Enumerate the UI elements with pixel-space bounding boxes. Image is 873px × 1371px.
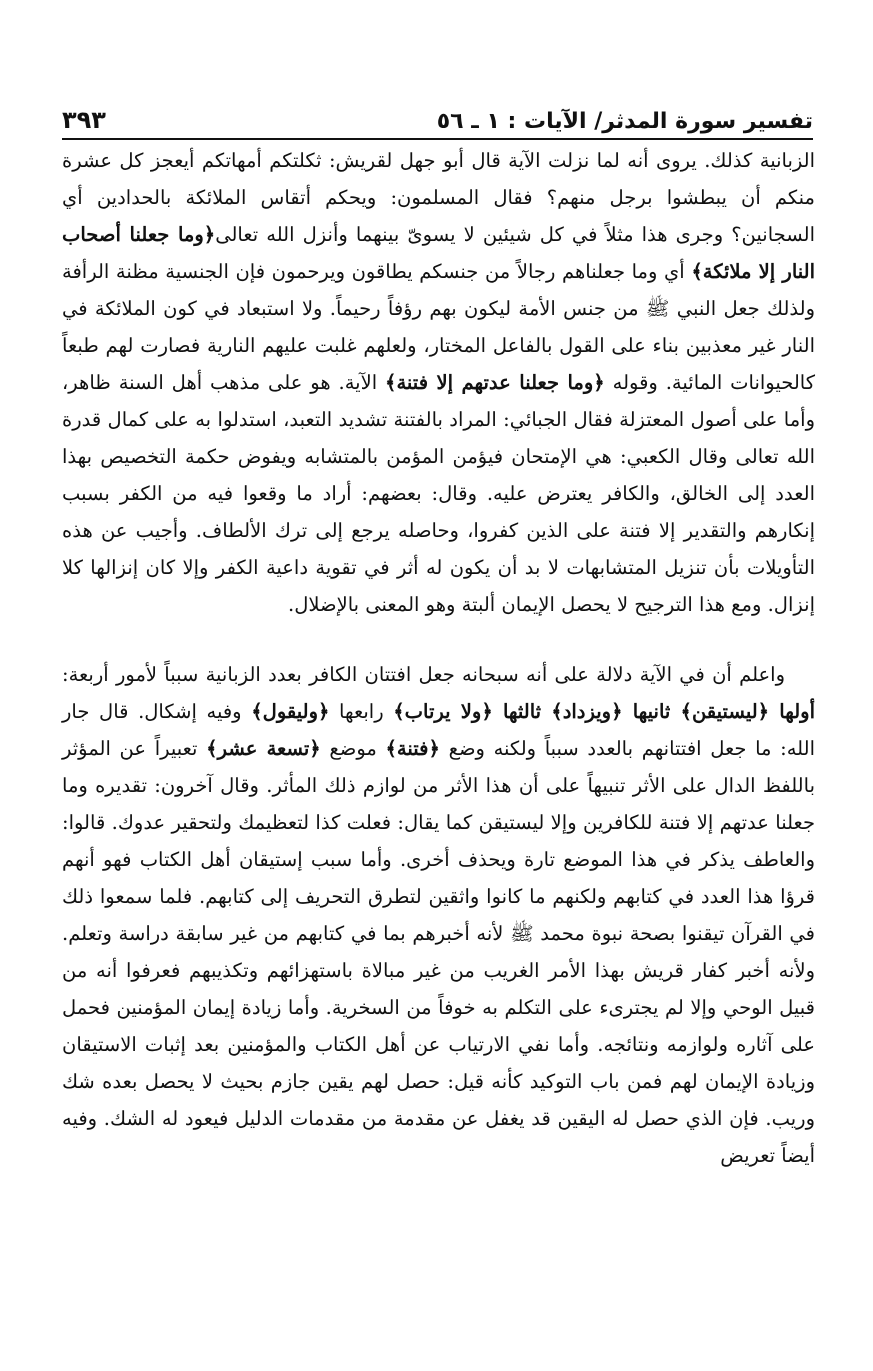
- text-segment: أي وما جعلناهم رجالاً من جنسكم يطاقون ويرحمون فإن الجنسية مظنة الرأفة ولذلك جعل النبي ﷺ من جنس الأمة ليكون بهم رؤفاً رحيماً. ولا استبعاد في كون الملائكة في النار غير معذبين بناء على القول بالفاعل المختار، ولعلهم غلبت عليهم النارية فصارت لهم طبعاً كالحيوانات المائية. وقوله: [62, 260, 816, 394]
- text-segment: الآية. هو على مذهب أهل السنة ظاهر، وأما على أصول المعتزلة فقال الجبائي: المراد بالفتنة تشديد التعبد، استدلوا به على كمال قدرة الله تعالى وقال الكعبي: هي الإمتحان فيؤمن المؤمن بالمتشابه ويفوض حكمة التخصيص بهذا العدد إلى الخالق، والكافر يعترض عليه. وقال: بعضهم: أراد ما وقعوا فيه من الكفر بسبب إنكارهم والتقدير إلا فتنة على الذين كفروا، وحاصله يرجع إلى ترك الألطاف. وأجيب عن هذه التأويلات بأن تنزيل المتشابهات لا بد أن يكون له أثر في تقوية داعية الكفر وإلا كان إنزالها كلا إنزال. ومع هذا الترجيح لا يحصل الإيمان ألبتة وهو المعنى بالإضلال.: [62, 371, 815, 616]
- page-number: ٣٩٣: [62, 106, 106, 134]
- text-segment: تعبيراً عن المؤثر باللفظ الدال على الأثر تنبيهاً على أن هذا الأثر من لوازم ذلك المأثر. وقال آخرون: تقديره وما جعلنا عدتهم إلا فتنة للكافرين وإلا ليستيقن كما يقال: فعلت كذا لتعظيمك ولتحقير عدوك. قالوا: والعاطف يذكر في هذا الموضع تارة ويحذف أخرى. وأما سبب إستيقان أهل الكتاب فهو أنهم قرؤا هذا العدد في كتابهم ولكنهم ما كانوا واثقين لتطرق التحريف إلى كتابهم. فلما سمعوا ذلك في القرآن تيقنوا بصحة نبوة محمد ﷺ لأنه أخبرهم بما في كتابهم من غير سابقة دراسة وتعلم. ولأنه أخبر كفار قريش بهذا الأمر الغريب من غير مبالاة باستهزائهم وتكذيبهم فعرفوا أنه من قبيل الوحي وإلا لم يجترىء على التكلم به خوفاً من السخرية. وأما زيادة إيمان المؤمنين فحمل على آثاره ولوازمه ونتائجه. وأما نفي الارتياب عن أهل الكتاب والمؤمنين بعد إثبات الاستيقان وزيادة الإيمان لهم فمن باب التوكيد كأنه قيل: حصل لهم يقين جازم بحيث لا يحصل بعده شك وريب. فإن الذي حصل له اليقين قد يغفل عن مقدمة من مقدمات الدليل فيعود له الشك. وفيه أيضاً تعريض: [62, 737, 815, 1167]
- body-text: [62, 142, 815, 1174]
- text-segment: رابعها: [329, 700, 394, 723]
- quran-quote: ﴿وما جعلنا أصحاب النار إلا ملائكة﴾: [62, 223, 816, 283]
- quran-quote: ﴿وما جعلنا عدتهم إلا فتنة﴾: [385, 371, 605, 394]
- text-segment: واعلم أن في الآية دلالة على أنه سبحانه جعل افتتان الكافر بعدد الزبانية سبباً لأمور أربعة:: [62, 663, 785, 686]
- running-header: [62, 88, 813, 140]
- quran-quote: أولها ﴿ليستيقن﴾ ثانيها ﴿ويزداد﴾ ثالثها ﴿ولا يرتاب﴾: [393, 700, 815, 723]
- text-segment: الزبانية كذلك. يروى أنه لما نزلت الآية قال أبو جهل لقريش: ثكلتكم أمهاتكم أيعجز كل عشرة منكم أن يبطشوا برجل منهم؟ فقال المسلمون: ويحكم أتقاس الملائكة بالحدادين أي السجانين؟ وجرى هذا مثلاً في كل شيئين لا يسوىّ بينهما وأنزل الله تعالى: [62, 149, 815, 246]
- header-title: تفسير سورة المدثر/ الآيات : ١ ـ ٥٦: [436, 109, 813, 134]
- paragraph: [62, 142, 815, 623]
- paragraph: [62, 656, 815, 1174]
- text-segment: موضع: [320, 737, 386, 760]
- quran-quote: ﴿وليقول﴾: [251, 700, 330, 723]
- text-segment: وفيه إشكال. قال جار الله: ما جعل افتتانهم بالعدد سبباً ولكنه وضع: [62, 700, 815, 760]
- quran-quote: ﴿تسعة عشر﴾: [206, 737, 321, 760]
- quran-quote: ﴿فتنة﴾: [385, 737, 440, 760]
